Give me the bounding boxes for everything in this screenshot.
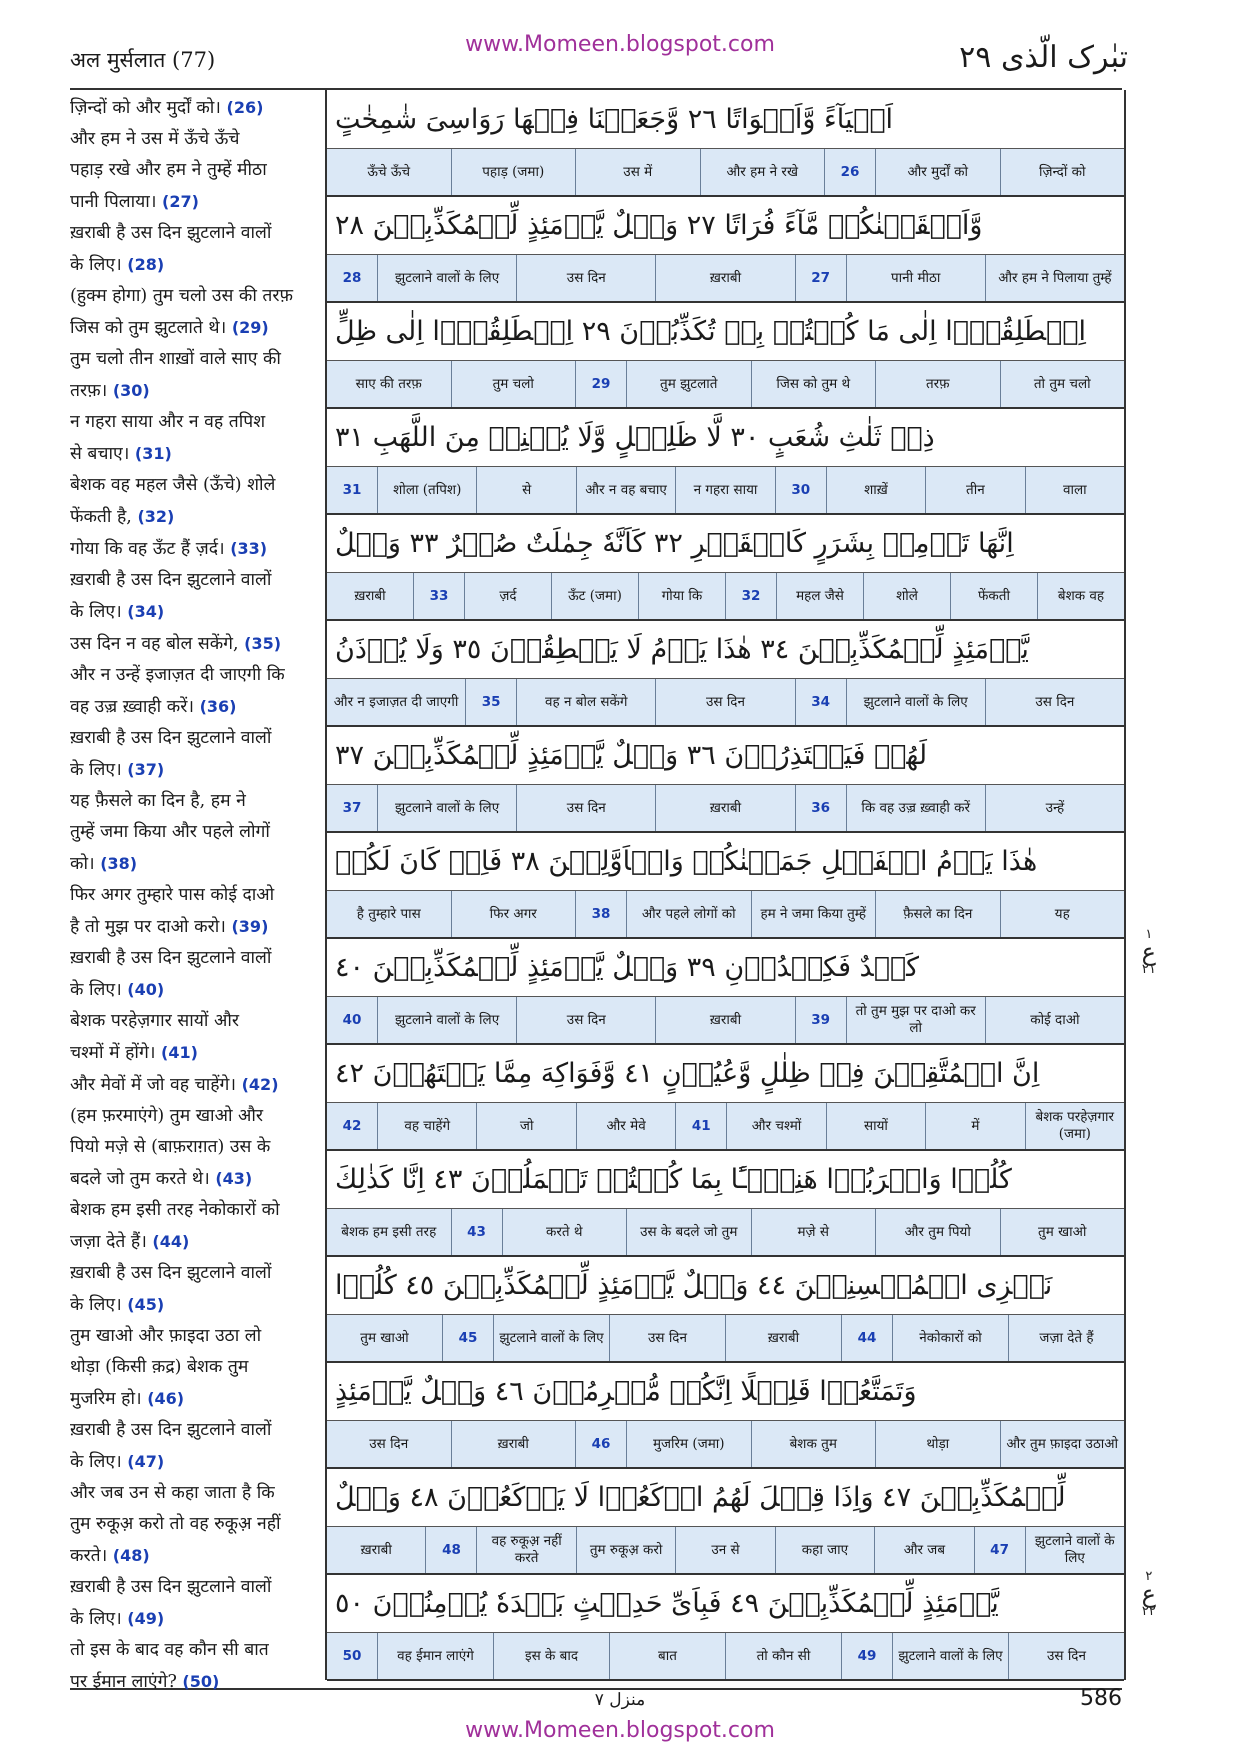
translation-text: तुम्हें जमा किया और पहले लोगों — [70, 822, 270, 842]
word-cell: ख़राबी — [655, 255, 794, 301]
translation-line — [70, 1415, 320, 1446]
verse-number-cell: 45 — [442, 1315, 493, 1361]
word-cell: तो कौन सी — [725, 1633, 841, 1679]
arabic-line: وَّاَسۡقَيۡنٰكُمۡ مَّآءً فُرَاتًا ٢٧ وَيۡلٌ يَّوۡمَئِذٍ لِّلۡمُكَذِّبِيۡنَ ٢٨ — [327, 196, 1124, 255]
manzil-label: منزل ٧ — [594, 1690, 646, 1710]
translation-text: तुम रुकूअ़ करो तो वह रुकूअ़ नहीं — [70, 1514, 281, 1534]
verse-number-cell: 36 — [795, 785, 846, 831]
translation-text: को। — [70, 854, 95, 874]
word-cell: तो तुम मुझ पर दाओ कर लो — [846, 997, 985, 1043]
word-cell: बेशक परहेज़गार (जमा) — [1025, 1103, 1124, 1149]
translation-text: के लिए। — [70, 980, 122, 1000]
translation-line — [70, 344, 320, 375]
verse-number: (31) — [134, 444, 172, 463]
word-cell: झुटलाने वालों के लिए — [846, 679, 985, 725]
verse-number: (27) — [162, 192, 199, 211]
verse-number: (46) — [147, 1389, 185, 1408]
translation-text: और मेवों में जो वह चाहेंगे। — [70, 1075, 237, 1095]
arabic-line: يَّوۡمَئِذٍ لِّلۡمُكَذِّبِيۡنَ ٣٤ هٰذَا يَوۡمُ لَا يَنۡطِقُوۡنَ ٣٥ وَلَا يُؤۡذَنُ — [327, 620, 1124, 679]
verse-number-cell: 34 — [795, 679, 846, 725]
word-cell: तरफ़ — [875, 361, 1000, 407]
word-cell: फिर अगर — [451, 891, 576, 937]
word-cell: साए की तरफ़ — [355, 375, 422, 392]
translation-text: तो इस के बाद वह कौन सी बात — [70, 1640, 269, 1660]
translation-line — [70, 1540, 320, 1572]
word-cell: झुटलाने वालों के लिए — [377, 997, 516, 1043]
translation-line — [70, 1321, 320, 1352]
word-cell: ख़राबी — [360, 1541, 392, 1558]
word-cell: महल जैसे — [776, 573, 863, 619]
translation-text: ख़राबी है उस दिन झुटलाने वालों — [70, 570, 272, 590]
verse-block — [327, 832, 1124, 938]
verse-number-cell: 44 — [841, 1315, 892, 1361]
arabic-line: اَحۡيَآءً وَّاَمۡوَاتًا ٢٦ وَّجَعَلۡنَا فِيۡهَا رَوَاسِىَ شٰمِخٰتٍ — [327, 90, 1124, 149]
arabic-line: يَّوۡمَئِذٍ لِّلۡمُكَذِّبِيۡنَ ٤٩ فَبِاَىِّ حَدِيۡثٍ بَعۡدَهٗ يُؤۡمِنُوۡنَ ٥٠ — [327, 1574, 1124, 1633]
translation-line — [70, 407, 320, 438]
surah-title: अल मुर्सलात (77) — [70, 48, 216, 72]
word-cell: ख़राबी — [354, 587, 386, 604]
translation-text: के लिए। — [70, 255, 122, 275]
verse-block — [327, 620, 1124, 726]
word-cell: न गहरा साया — [675, 467, 774, 513]
translation-text: (हम फ़रमाएंगे) तुम खाओ और — [70, 1106, 264, 1126]
translation-text: करते। — [70, 1546, 108, 1566]
verse-number-cell: 33 — [413, 573, 464, 619]
translation-line — [70, 249, 320, 281]
translation-line — [70, 1006, 320, 1037]
translation-line — [70, 438, 320, 470]
word-cell: और तुम फ़ाइदा उठाओ — [1000, 1421, 1125, 1467]
verse-number: (28) — [127, 255, 165, 274]
translation-line — [70, 501, 320, 533]
verse-number: (44) — [152, 1232, 190, 1251]
translation-text: ज़िन्दों को और मुर्दों को। — [70, 98, 221, 118]
word-cell: कोई दाओ — [985, 997, 1124, 1043]
word-cell: ख़राबी — [451, 1421, 576, 1467]
verse-block — [327, 302, 1124, 408]
arabic-line: نَجۡزِى الۡمُحۡسِنِيۡنَ ٤٤ وَيۡلٌ يَّوۡمَئِذٍ لِّلۡمُكَذِّبِيۡنَ ٤٥ كُلُوۡا — [327, 1256, 1124, 1315]
translation-text: ख़राबी है उस दिन झुटलाने वालों — [70, 1420, 272, 1440]
word-cell: गोया कि — [638, 573, 725, 619]
word-cell: बेशक वह — [1037, 573, 1124, 619]
arabic-line: هٰذَا يَوۡمُ الۡفَصۡلِ جَمَعۡنٰكُمۡ وَالۡاَوَّلِيۡنَ ٣٨ فَاِنۡ كَانَ لَكُمۡ — [327, 832, 1124, 891]
translation-line — [70, 1132, 320, 1163]
word-cell: उन से — [675, 1527, 774, 1573]
word-translation-row — [327, 785, 1124, 833]
verse-number-cell: 29 — [575, 361, 626, 407]
word-translation-row — [327, 573, 1124, 621]
word-cell: कहा जाए — [775, 1527, 874, 1573]
word-cell: नेकोकारों को — [892, 1315, 1008, 1361]
word-cell: वह रुकूअ़ नहीं करते — [476, 1527, 575, 1573]
word-cell: झुटलाने वालों के लिए — [493, 1315, 609, 1361]
translation-line — [70, 312, 320, 344]
word-cell: यह — [1000, 891, 1125, 937]
verse-block — [327, 1044, 1124, 1150]
word-cell: और जब — [874, 1527, 973, 1573]
word-cell: उस में — [575, 149, 700, 195]
verse-number-cell: 43 — [451, 1209, 502, 1255]
verse-number-cell: 30 — [775, 467, 826, 513]
translation-line — [70, 691, 320, 723]
translation-text: ख़राबी है उस दिन झुटलाने वालों — [70, 1263, 272, 1283]
word-cell: जिस को तुम थे — [751, 361, 876, 407]
verse-block — [327, 408, 1124, 514]
word-cell: और न वह बचाए — [576, 467, 675, 513]
translation-text: और न उन्हें इजाज़त दी जाएगी कि — [70, 665, 285, 685]
translation-text: (हुक्म होगा) तुम चलो उस की तरफ़ — [70, 286, 294, 306]
translation-text: चश्मों में होंगे। — [70, 1043, 156, 1063]
translation-text: जज़ा देते हैं। — [70, 1232, 147, 1252]
verse-number: (33) — [230, 539, 268, 558]
translation-text: बेशक हम इसी तरह नेकोकारों को — [70, 1200, 280, 1220]
word-translation-row — [327, 467, 1124, 515]
translation-text: के लिए। — [70, 1295, 122, 1315]
word-translation-row — [327, 149, 1124, 197]
translation-line — [70, 817, 320, 848]
translation-text: जिस को तुम झुटलाते थे। — [70, 318, 227, 338]
word-cell: पहाड़ (जमा) — [451, 149, 576, 195]
word-cell: ऊँट (जमा) — [551, 573, 638, 619]
page-number: 586 — [1080, 1686, 1122, 1711]
verse-number: (47) — [127, 1452, 165, 1471]
word-cell: तो तुम चलो — [1000, 361, 1125, 407]
word-cell: ख़राबी — [725, 1315, 841, 1361]
word-cell: बेशक तुम — [751, 1421, 876, 1467]
translation-line — [70, 596, 320, 628]
verse-number-cell: 47 — [974, 1527, 1025, 1573]
translation-line — [70, 754, 320, 786]
translation-line — [70, 1163, 320, 1195]
verse-block — [327, 1150, 1124, 1256]
arabic-line: لِّلۡمُكَذِّبِيۡنَ ٤٧ وَاِذَا قِيۡلَ لَهُمُ ارۡكَعُوۡا لَا يَرۡكَعُوۡنَ ٤٨ وَيۡلٌ — [327, 1468, 1124, 1527]
verse-number: (32) — [137, 507, 175, 526]
word-cell: और मेवे — [576, 1103, 675, 1149]
translation-text: उस दिन न वह बोल सकेंगे, — [70, 634, 239, 654]
translation-line — [70, 1446, 320, 1478]
verse-number-cell: 41 — [675, 1103, 726, 1149]
translation-text: पानी पिलाया। — [70, 192, 157, 212]
translation-text: बदले जो तुम करते थे। — [70, 1169, 210, 1189]
verse-number: (41) — [161, 1043, 198, 1062]
verse-number: (49) — [127, 1609, 165, 1628]
word-cell: तुम झुटलाते — [626, 361, 751, 407]
translation-line — [70, 375, 320, 407]
word-cell: वह ईमान लाएंगे — [377, 1633, 493, 1679]
word-translation-row — [327, 1633, 1124, 1681]
translation-line — [70, 1101, 320, 1132]
verse-number-cell: 38 — [575, 891, 626, 937]
word-cell: जो — [476, 1103, 575, 1149]
verse-number: (42) — [241, 1075, 279, 1094]
word-cell: मज़े से — [751, 1209, 876, 1255]
word-by-word-grid — [325, 90, 1126, 1680]
verse-number: (37) — [127, 760, 165, 779]
word-cell: ज़र्द — [464, 573, 551, 619]
verse-block — [327, 90, 1124, 196]
site-url-top[interactable]: www.Momeen.blogspot.com — [465, 32, 775, 57]
verse-number-cell: 31 — [342, 481, 362, 498]
verse-number-cell: 46 — [575, 1421, 626, 1467]
translation-text: ख़राबी है उस दिन झुटलाने वालों — [70, 728, 272, 748]
verse-number: (36) — [199, 697, 237, 716]
verse-block — [327, 196, 1124, 302]
word-cell: करते थे — [502, 1209, 627, 1255]
translation-line — [70, 1572, 320, 1603]
translation-text: के लिए। — [70, 1452, 122, 1472]
word-translation-row — [327, 361, 1124, 409]
hindi-translation-column — [70, 92, 320, 1698]
translation-line — [70, 660, 320, 691]
verse-block — [327, 1256, 1124, 1362]
arabic-line: كَيۡدٌ فَكِيۡدُوۡنِ ٣٩ وَيۡلٌ يَّوۡمَئِذٍ لِّلۡمُكَذِّبِيۡنَ ٤٠ — [327, 938, 1124, 997]
translation-text: थोड़ा (किसी क़द्र) बेशक तुम — [70, 1357, 249, 1377]
word-cell: और हम ने रखे — [700, 149, 825, 195]
word-cell: और मुर्दों को — [875, 149, 1000, 195]
translation-line — [70, 1069, 320, 1101]
verse-number-cell: 42 — [342, 1117, 362, 1134]
site-url-bottom[interactable]: www.Momeen.blogspot.com — [465, 1718, 775, 1743]
ruku-mark-1: ١ ع ٢١ — [1141, 927, 1156, 977]
translation-text: तुम चलो तीन शाख़ों वाले साए की — [70, 349, 281, 369]
translation-text: तरफ़। — [70, 381, 108, 401]
word-cell: मुजरिम (जमा) — [626, 1421, 751, 1467]
word-cell: उन्हें — [985, 785, 1124, 831]
word-cell: ख़राबी — [655, 785, 794, 831]
translation-text: बेशक वह महल जैसे (ऊँचे) शोले — [70, 475, 276, 495]
verse-number: (38) — [100, 854, 138, 873]
word-cell: ऊँचे ऊँचे — [367, 163, 411, 180]
translation-line — [70, 786, 320, 817]
word-translation-row — [327, 1103, 1124, 1151]
word-cell: कि वह उज़्र ख़्वाही करें — [846, 785, 985, 831]
word-cell: तुम खाओ — [1000, 1209, 1125, 1255]
verse-number: (50) — [182, 1672, 220, 1691]
word-cell: बात — [609, 1633, 725, 1679]
translation-text: के लिए। — [70, 1609, 122, 1629]
word-translation-row — [327, 255, 1124, 303]
verse-block — [327, 1468, 1124, 1574]
translation-line — [70, 1289, 320, 1321]
word-cell: और पहले लोगों को — [626, 891, 751, 937]
word-cell: शोले — [863, 573, 950, 619]
translation-text: यह फ़ैसले का दिन है, हम ने — [70, 791, 246, 811]
word-cell: उस दिन — [516, 255, 655, 301]
arabic-line: اِنَّ الۡمُتَّقِيۡنَ فِىۡ ظِلٰلٍ وَّعُيُوۡنٍ ٤١ وَّفَوَاكِهَ مِمَّا يَشۡتَهُوۡنَ ٤٢ — [327, 1044, 1124, 1103]
translation-line — [70, 1352, 320, 1383]
arabic-line: اِنَّهَا تَرۡمِىۡ بِشَرَرٍ كَالۡقَصۡرِ ٣٢ كَاَنَّهٗ جِمٰلَتٌ صُفۡرٌ ٣٣ وَيۡلٌ — [327, 514, 1124, 573]
verse-block — [327, 1362, 1124, 1468]
verse-number: (48) — [112, 1546, 150, 1565]
translation-text: पर ईमान लाएंगे? — [70, 1672, 177, 1692]
translation-line — [70, 1603, 320, 1635]
verse-number-cell: 50 — [342, 1647, 362, 1664]
translation-text: के लिए। — [70, 760, 122, 780]
word-cell: उस के बदले जो तुम — [626, 1209, 751, 1255]
translation-text: और जब उन से कहा जाता है कि — [70, 1483, 275, 1503]
translation-text: पियो मज़े से (बाफ़राग़त) उस के — [70, 1137, 271, 1157]
translation-text: तुम खाओ और फ़ाइदा उठा लो — [70, 1326, 262, 1346]
verse-number-cell: 32 — [725, 573, 776, 619]
word-cell: पानी मीठा — [846, 255, 985, 301]
word-cell: उस दिन — [609, 1315, 725, 1361]
arabic-line: وَتَمَتَّعُوۡا قَلِيۡلًا اِنَّكُمۡ مُّجۡرِمُوۡنَ ٤٦ وَيۡلٌ يَّوۡمَئِذٍ — [327, 1362, 1124, 1421]
verse-number: (30) — [112, 381, 150, 400]
word-cell: और न इजाज़त दी जाएगी — [333, 693, 459, 710]
verse-number-cell: 49 — [841, 1633, 892, 1679]
translation-line — [70, 281, 320, 312]
verse-number-cell: 35 — [465, 679, 516, 725]
verse-number-cell: 27 — [795, 255, 846, 301]
word-cell: इस के बाद — [493, 1633, 609, 1679]
translation-text: से बचाए। — [70, 444, 130, 464]
word-cell: तुम रुकूअ़ करो — [576, 1527, 675, 1573]
word-translation-row — [327, 1527, 1124, 1575]
translation-line — [70, 848, 320, 880]
verse-number-cell: 48 — [425, 1527, 476, 1573]
translation-line — [70, 92, 320, 124]
word-cell: जज़ा देते हैं — [1008, 1315, 1124, 1361]
translation-line — [70, 723, 320, 754]
word-cell: बेशक हम इसी तरह — [341, 1223, 437, 1240]
word-cell: उस दिन — [516, 997, 655, 1043]
word-cell: शाख़ें — [826, 467, 925, 513]
word-cell: सायों — [826, 1103, 925, 1149]
translation-text: ख़राबी है उस दिन झुटलाने वालों — [70, 223, 272, 243]
translation-line — [70, 186, 320, 218]
verse-block — [327, 726, 1124, 832]
word-cell: फ़ैसले का दिन — [875, 891, 1000, 937]
verse-number: (34) — [127, 602, 165, 621]
translation-line — [70, 1037, 320, 1069]
verse-block — [327, 1574, 1124, 1680]
translation-line — [70, 880, 320, 911]
word-cell: है तुम्हारे पास — [356, 905, 421, 922]
word-translation-row — [327, 891, 1124, 939]
translation-line — [70, 470, 320, 501]
translation-text: बेशक परहेज़गार सायों और — [70, 1011, 240, 1031]
word-cell: फेंकती — [950, 573, 1037, 619]
translation-text: और हम ने उस में ऊँचे ऊँचे — [70, 129, 240, 149]
word-cell: वह न बोल सकेंगे — [516, 679, 655, 725]
translation-line — [70, 974, 320, 1006]
arabic-line: اِنۡطَلِقُوۡۤا اِلٰى مَا كُنۡتُمۡ بِهٖ تُكَذِّبُوۡنَ ٢٩ اِنۡطَلِقُوۡۤا اِلٰى ظِلٍّ — [327, 302, 1124, 361]
word-cell: उस दिन — [1008, 1633, 1124, 1679]
verse-number-cell: 28 — [342, 269, 362, 286]
translation-line — [70, 565, 320, 596]
word-cell: हम ने जमा किया तुम्हें — [751, 891, 876, 937]
translation-text: के लिए। — [70, 602, 122, 622]
translation-line — [70, 628, 320, 660]
word-cell: उस दिन — [655, 679, 794, 725]
verse-number: (45) — [127, 1295, 165, 1314]
verse-number: (40) — [127, 980, 165, 999]
translation-line — [70, 1383, 320, 1415]
word-cell: शोला (तपिश) — [377, 467, 476, 513]
arabic-line: لَهُمۡ فَيَعۡتَذِرُوۡنَ ٣٦ وَيۡلٌ يَّوۡمَئِذٍ لِّلۡمُكَذِّبِيۡنَ ٣٧ — [327, 726, 1124, 785]
translation-line — [70, 1226, 320, 1258]
word-translation-row — [327, 1315, 1124, 1363]
translation-text: है तो मुझ पर दाओ करो। — [70, 917, 226, 937]
translation-text: मुजरिम हो। — [70, 1389, 142, 1409]
juz-title: تبٰرک الّذی ٢٩ — [959, 40, 1128, 75]
arabic-line: كُلُوۡا وَاشۡرَبُوۡا هَنِيۡٓـًٔا بِمَا كُنۡتُمۡ تَعۡمَلُوۡنَ ٤٣ اِنَّا كَذٰلِكَ — [327, 1150, 1124, 1209]
word-cell: और हम ने पिलाया तुम्हें — [985, 255, 1124, 301]
translation-line — [70, 1195, 320, 1226]
translation-text: ख़राबी है उस दिन झुटलाने वालों — [70, 948, 272, 968]
word-cell: तुम चलो — [451, 361, 576, 407]
translation-line — [70, 1258, 320, 1289]
ruku-mark-2: ٢ ع ٢٢ — [1141, 1569, 1156, 1619]
verse-block — [327, 938, 1124, 1044]
word-cell: झुटलाने वालों के लिए — [1025, 1527, 1124, 1573]
word-cell: झुटलाने वालों के लिए — [377, 785, 516, 831]
word-cell: वह चाहेंगे — [377, 1103, 476, 1149]
word-cell: और तुम पियो — [875, 1209, 1000, 1255]
word-cell: थोड़ा — [875, 1421, 1000, 1467]
translation-text: पहाड़ रखे और हम ने तुम्हें मीठा — [70, 160, 267, 180]
translation-line — [70, 943, 320, 974]
word-cell: झुटलाने वालों के लिए — [892, 1633, 1008, 1679]
verse-number: (26) — [226, 98, 264, 117]
word-cell: ज़िन्दों को — [1000, 149, 1125, 195]
translation-text: फिर अगर तुम्हारे पास कोई दाओ — [70, 885, 275, 905]
verse-number-cell: 39 — [795, 997, 846, 1043]
translation-line — [70, 124, 320, 155]
translation-line — [70, 1509, 320, 1540]
translation-text: गोया कि वह ऊँट हैं ज़र्द। — [70, 539, 225, 559]
translation-line — [70, 1635, 320, 1666]
word-cell: उस दिन — [516, 785, 655, 831]
word-translation-row — [327, 997, 1124, 1045]
word-translation-row — [327, 1209, 1124, 1257]
verse-number-cell: 26 — [824, 149, 875, 195]
word-cell: उस दिन — [369, 1435, 409, 1452]
translation-line — [70, 533, 320, 565]
word-cell: तीन — [925, 467, 1024, 513]
verse-number: (39) — [231, 917, 269, 936]
word-translation-row — [327, 1421, 1124, 1469]
word-cell: ख़राबी — [655, 997, 794, 1043]
verse-number: (35) — [244, 634, 282, 653]
word-cell: में — [925, 1103, 1024, 1149]
translation-line — [70, 911, 320, 943]
word-cell: से — [476, 467, 575, 513]
translation-line — [70, 155, 320, 186]
translation-text: फेंकती है, — [70, 507, 132, 527]
word-cell: उस दिन — [985, 679, 1124, 725]
translation-line — [70, 1478, 320, 1509]
translation-text: ख़राबी है उस दिन झुटलाने वालों — [70, 1577, 272, 1597]
word-cell: झुटलाने वालों के लिए — [377, 255, 516, 301]
translation-line — [70, 218, 320, 249]
verse-number: (29) — [231, 318, 269, 337]
word-cell: और चश्मों — [726, 1103, 825, 1149]
verse-block — [327, 514, 1124, 620]
arabic-line: ذِىۡ ثَلٰثِ شُعَبٍ ٣٠ لَّا ظَلِيۡلٍ وَّلَا يُغۡنِىۡ مِنَ اللَّهَبِ ٣١ — [327, 408, 1124, 467]
translation-text: वह उज़्र ख़्वाही करें। — [70, 697, 194, 717]
translation-text: न गहरा साया और न वह तपिश — [70, 412, 266, 432]
verse-number-cell: 40 — [342, 1011, 362, 1028]
word-cell: वाला — [1025, 467, 1124, 513]
verse-number-cell: 37 — [342, 799, 362, 816]
verse-number: (43) — [215, 1169, 253, 1188]
word-cell: तुम खाओ — [360, 1329, 409, 1346]
word-translation-row — [327, 679, 1124, 727]
